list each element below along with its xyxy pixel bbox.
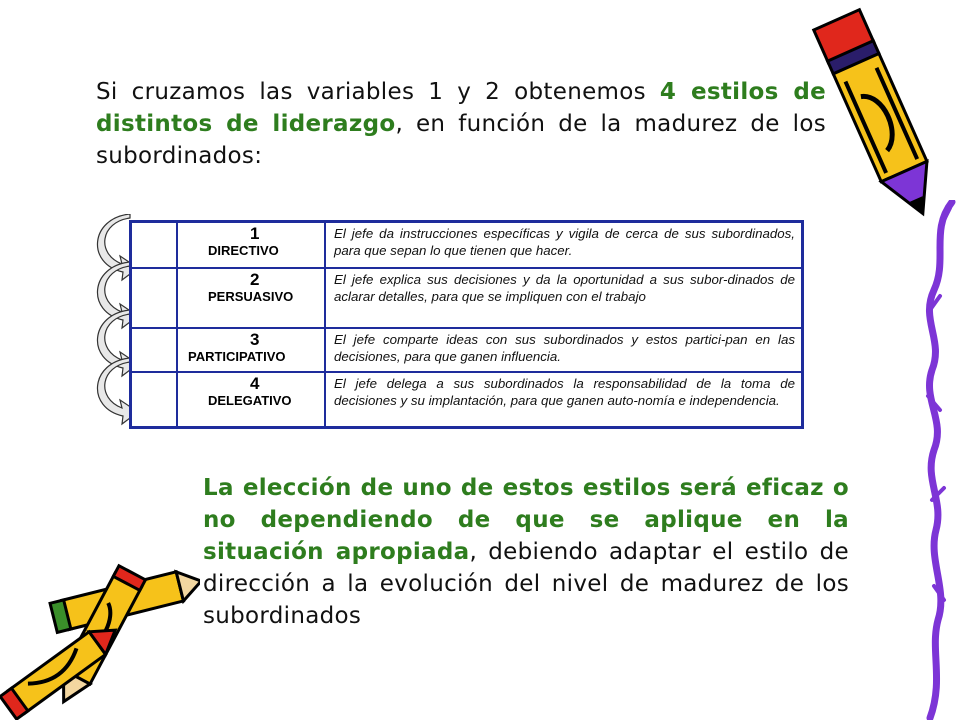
style-description: El jefe delega a sus subordinados la responsabilidad de la toma de decisiones y su implantación, para que ganen auto-nomía e independencia. <box>334 376 795 408</box>
purple-squiggle-line-icon <box>900 200 960 720</box>
style-number: 1 <box>250 224 260 243</box>
style-cell <box>178 269 326 327</box>
style-description: El jefe da instrucciones específicas y vigila de cerca de sus subordinados, para que sepan lo que tienen que hacer. <box>334 226 795 258</box>
style-name: DELEGATIVO <box>208 393 292 408</box>
style-cell <box>178 329 326 371</box>
intro-paragraph <box>96 76 826 172</box>
pencil-top-right-icon <box>800 0 960 230</box>
table-blank-cell <box>132 373 178 426</box>
table-blank-cell <box>132 329 178 371</box>
table-row <box>132 373 801 426</box>
style-name: PARTICIPATIVO <box>188 349 286 364</box>
style-number: 3 <box>250 330 260 349</box>
table-blank-cell <box>132 269 178 327</box>
intro-text-end: , en función de la madurez de los subordinados: <box>96 111 826 169</box>
table-blank-cell <box>132 223 178 267</box>
style-description: El jefe explica sus decisiones y da la oportunidad a sus subor-dinados de aclarar detalles, para que se impliquen con el trabajo <box>334 272 795 304</box>
table-row <box>132 269 801 329</box>
style-number: 2 <box>250 270 260 289</box>
conclusion-text: , debiendo adaptar el estilo de dirección a la evolución del nivel de madurez de los subordinados <box>203 539 849 629</box>
intro-text-start: Si cruzamos las variables 1 y 2 obtenemos <box>96 79 660 105</box>
style-number: 4 <box>250 374 260 393</box>
style-cell <box>178 223 326 267</box>
leadership-styles-table <box>129 220 804 429</box>
table-row <box>132 329 801 373</box>
style-name: DIRECTIVO <box>208 243 279 258</box>
intro-highlight: 4 estilos de distintos de liderazgo <box>96 79 826 137</box>
style-description: El jefe comparte ideas con sus subordinados y estos partici-pan en las decisiones, para que ganen influencia. <box>334 332 795 364</box>
pencils-bottom-left-icon <box>0 560 200 720</box>
style-cell <box>178 373 326 426</box>
conclusion-paragraph <box>203 472 849 632</box>
conclusion-highlight: La elección de uno de estos estilos será eficaz o no dependiendo de que se aplique en la situación apropiada <box>203 475 849 565</box>
style-name: PERSUASIVO <box>208 289 294 304</box>
table-row <box>132 223 801 269</box>
